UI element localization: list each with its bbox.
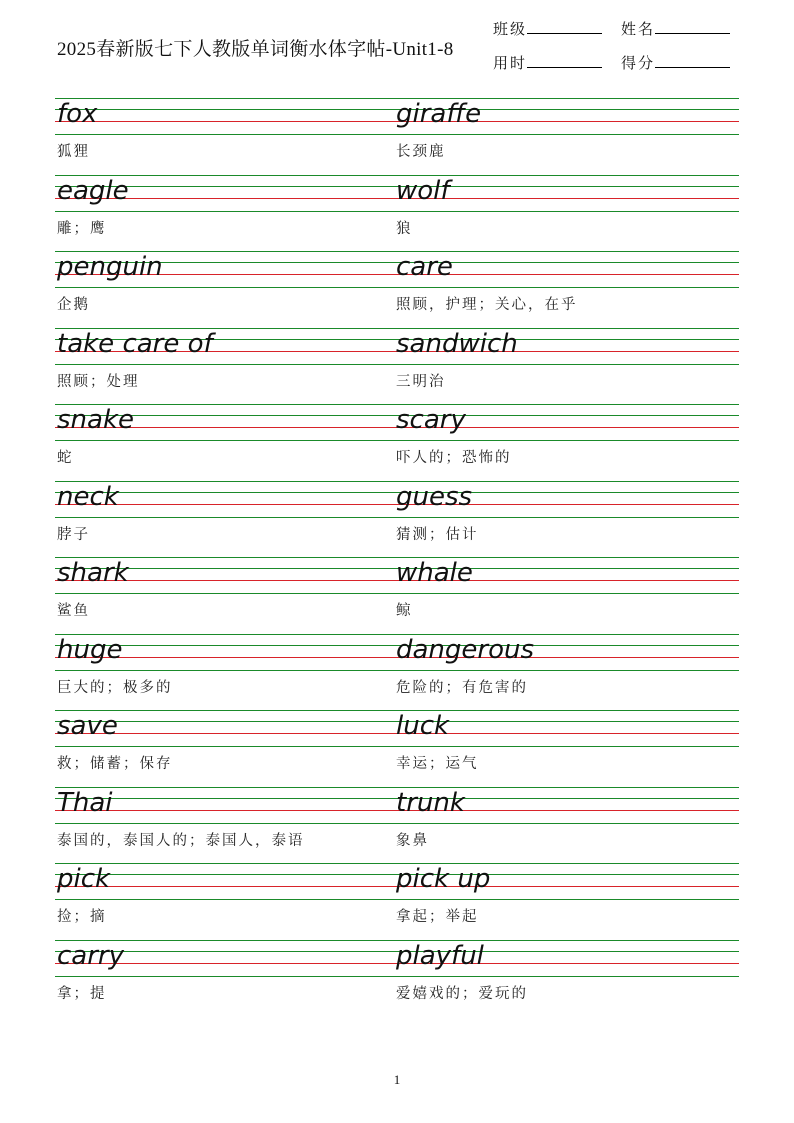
word-row (55, 175, 739, 252)
chinese-meaning: 照顾，护理；关心，在乎 (396, 297, 578, 313)
english-word: shark (57, 558, 129, 588)
word-row (55, 481, 739, 558)
chinese-meaning: 捡；摘 (57, 909, 107, 925)
english-word: snake (57, 405, 135, 435)
english-word: fox (57, 99, 98, 129)
green-guide-line (55, 823, 739, 824)
chinese-meaning: 巨大的；极多的 (57, 679, 173, 696)
english-word: whale (396, 558, 473, 588)
english-word: luck (396, 711, 450, 741)
chinese-meaning: 危险的；有危害的 (396, 679, 528, 696)
name-blank[interactable] (655, 19, 730, 34)
english-word: giraffe (396, 99, 482, 129)
word-row (55, 863, 739, 940)
class-label: 班级 (493, 20, 528, 38)
green-guide-line (55, 364, 739, 365)
green-guide-line (55, 440, 739, 441)
class-field[interactable] (493, 18, 602, 39)
english-word: pick (57, 864, 111, 894)
english-word: huge (57, 634, 123, 665)
time-label: 用时 (493, 54, 528, 72)
word-row (55, 251, 739, 328)
green-guide-line (55, 134, 739, 135)
chinese-meaning: 救；储蓄；保存 (57, 756, 173, 772)
chinese-meaning: 照顾；处理 (57, 373, 140, 390)
green-guide-line (55, 670, 739, 671)
word-row (55, 710, 739, 787)
green-guide-line (55, 517, 739, 518)
chinese-meaning: 泰国的，泰国人的；泰国人，泰语 (57, 832, 305, 849)
name-label: 姓名 (621, 20, 656, 38)
green-guide-line (55, 976, 739, 977)
chinese-meaning: 鲨鱼 (57, 603, 90, 619)
english-word: care (396, 252, 453, 282)
chinese-meaning: 爱嬉戏的；爱玩的 (396, 985, 528, 1002)
english-word: pick up (396, 864, 491, 894)
chinese-meaning: 猜测；估计 (396, 526, 479, 543)
word-row (55, 940, 739, 1017)
chinese-meaning: 狼 (396, 220, 413, 237)
english-word: Thai (57, 787, 113, 818)
chinese-meaning: 长颈鹿 (396, 144, 446, 160)
green-guide-line (55, 211, 739, 212)
english-word: neck (57, 481, 119, 512)
time-field[interactable] (493, 52, 602, 73)
word-row (55, 787, 739, 864)
english-word: trunk (396, 787, 465, 818)
green-guide-line (55, 746, 739, 747)
green-guide-line (55, 593, 739, 594)
english-word: guess (396, 481, 473, 512)
chinese-meaning: 企鹅 (57, 297, 90, 313)
english-word: scary (396, 405, 466, 435)
word-row (55, 98, 739, 175)
class-blank[interactable] (527, 19, 602, 34)
chinese-meaning: 拿；提 (57, 985, 107, 1002)
score-label: 得分 (621, 54, 656, 72)
word-row (55, 634, 739, 711)
chinese-meaning: 幸运；运气 (396, 756, 479, 772)
chinese-meaning: 雕；鹰 (57, 220, 107, 237)
chinese-meaning: 三明治 (396, 373, 446, 390)
chinese-meaning: 脖子 (57, 526, 90, 543)
english-word: dangerous (396, 634, 535, 665)
worksheet-title: 2025春新版七下人教版单词衡水体字帖-Unit1-8 (57, 39, 454, 60)
english-word: penguin (57, 252, 163, 282)
word-row (55, 557, 739, 634)
english-word: carry (57, 940, 124, 971)
english-word: eagle (57, 175, 129, 206)
word-row (55, 328, 739, 405)
chinese-meaning: 狐狸 (57, 144, 90, 160)
chinese-meaning: 拿起；举起 (396, 909, 479, 925)
english-word: save (57, 711, 118, 741)
english-word: sandwich (396, 328, 518, 359)
english-word: take care of (57, 328, 213, 359)
english-word: wolf (396, 175, 450, 206)
word-list (55, 98, 739, 1016)
score-blank[interactable] (655, 53, 730, 68)
green-guide-line (55, 899, 739, 900)
name-field[interactable] (621, 18, 730, 39)
score-field[interactable] (621, 52, 730, 73)
green-guide-line (55, 287, 739, 288)
time-blank[interactable] (527, 53, 602, 68)
chinese-meaning: 象鼻 (396, 832, 429, 849)
page-number: 1 (393, 1072, 401, 1087)
english-word: playful (396, 940, 484, 971)
chinese-meaning: 鲸 (396, 603, 413, 619)
chinese-meaning: 吓人的；恐怖的 (396, 450, 512, 466)
chinese-meaning: 蛇 (57, 450, 74, 466)
word-row (55, 404, 739, 481)
